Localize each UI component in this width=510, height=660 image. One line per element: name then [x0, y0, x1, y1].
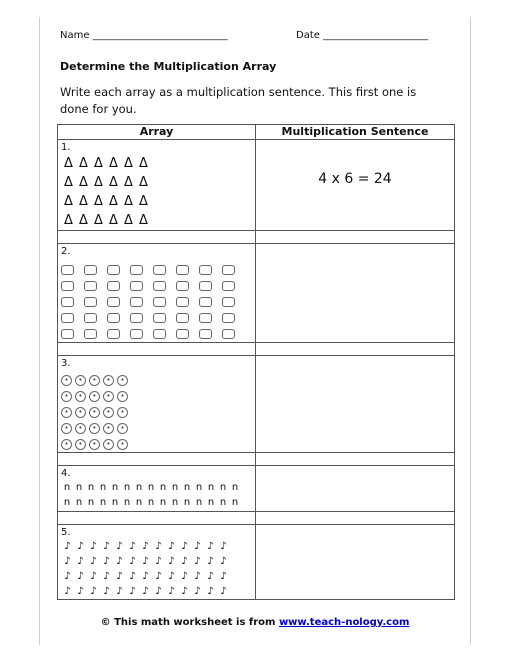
music-note-icon: ♪: [155, 585, 162, 597]
circle-icon: •: [117, 423, 128, 434]
problem-number: 3.: [61, 358, 71, 369]
rounded-box-icon: [84, 281, 97, 291]
circle-icon: •: [89, 375, 100, 386]
sentence-cell-1[interactable]: [256, 140, 455, 231]
music-note-icon: ♪: [142, 555, 149, 567]
rounded-box-icon: [84, 329, 97, 339]
spacer-cell: [256, 512, 455, 525]
rounded-box-icon: [107, 281, 120, 291]
music-note-icon: ♪: [64, 555, 71, 567]
sentence-cell-3[interactable]: [256, 356, 455, 453]
spacer-cell: [58, 343, 256, 356]
problem-number: 4.: [61, 468, 71, 479]
circle-icon: •: [75, 407, 86, 418]
n-shape-icon: n: [111, 481, 119, 493]
triangle-icon: Δ: [124, 156, 133, 171]
music-note-icon: ♪: [220, 570, 227, 582]
triangle-icon: Δ: [64, 213, 73, 228]
circle-icon: •: [117, 391, 128, 402]
array-row: [61, 554, 255, 569]
music-note-icon: ♪: [220, 540, 227, 552]
array-row: [61, 154, 255, 173]
array-row: [61, 569, 255, 584]
n-shape-icon: n: [159, 481, 167, 493]
n-shape-icon: n: [75, 496, 83, 508]
spacer-cell: [58, 512, 256, 525]
circle-icon: •: [117, 375, 128, 386]
music-note-icon: ♪: [129, 585, 136, 597]
n-shape-icon: n: [171, 481, 179, 493]
n-shape-array: [61, 480, 255, 510]
music-note-icon: ♪: [142, 570, 149, 582]
rounded-box-icon: [153, 281, 166, 291]
circle-icon: •: [103, 423, 114, 434]
music-note-icon: ♪: [142, 540, 149, 552]
circle-icon: •: [103, 407, 114, 418]
n-shape-icon: n: [147, 481, 155, 493]
worksheet-title: Determine the Multiplication Array: [60, 60, 277, 73]
n-shape-icon: n: [171, 496, 179, 508]
music-note-icon: ♪: [103, 570, 110, 582]
music-note-icon: ♪: [181, 555, 188, 567]
music-note-icon: ♪: [168, 585, 175, 597]
n-shape-icon: n: [63, 481, 71, 493]
circle-icon: •: [75, 391, 86, 402]
footer-link[interactable]: www.teach-nology.com: [278, 617, 410, 628]
spacer-cell: [256, 231, 455, 244]
rounded-box-icon: [61, 329, 74, 339]
music-note-icon: ♪: [77, 540, 84, 552]
circle-icon: •: [89, 391, 100, 402]
music-note-icon: ♪: [181, 540, 188, 552]
n-shape-icon: n: [135, 496, 143, 508]
rounded-box-icon: [153, 297, 166, 307]
music-note-icon: ♪: [116, 570, 123, 582]
box-array: [61, 262, 255, 342]
music-note-icon: ♪: [207, 585, 214, 597]
n-shape-icon: n: [87, 496, 95, 508]
music-note-icon: ♪: [155, 570, 162, 582]
array-cell-5: [58, 525, 256, 600]
triangle-icon: Δ: [124, 213, 133, 228]
music-note-icon: ♪: [155, 540, 162, 552]
spacer-cell: [58, 453, 256, 466]
rounded-box-icon: [84, 265, 97, 275]
rounded-box-icon: [199, 313, 212, 323]
answer-sentence-1: 4 x 6 = 24: [318, 171, 392, 187]
n-shape-icon: n: [99, 496, 107, 508]
rounded-box-icon: [107, 297, 120, 307]
music-note-icon: ♪: [90, 540, 97, 552]
n-shape-icon: n: [75, 481, 83, 493]
rounded-box-icon: [153, 329, 166, 339]
rounded-box-icon: [176, 313, 189, 323]
rounded-box-icon: [130, 329, 143, 339]
circle-icon: •: [61, 423, 72, 434]
rounded-box-icon: [130, 265, 143, 275]
rounded-box-icon: [176, 281, 189, 291]
array-row: [61, 326, 255, 342]
music-note-icon: ♪: [77, 585, 84, 597]
rounded-box-icon: [61, 313, 74, 323]
rounded-box-icon: [130, 297, 143, 307]
circle-icon: •: [117, 439, 128, 450]
music-note-icon: ♪: [103, 585, 110, 597]
problem-number: 2.: [61, 246, 71, 257]
music-note-icon: ♪: [116, 540, 123, 552]
music-note-icon: ♪: [220, 555, 227, 567]
n-shape-icon: n: [147, 496, 155, 508]
circle-icon: •: [75, 375, 86, 386]
rounded-box-icon: [199, 297, 212, 307]
triangle-icon: Δ: [79, 175, 88, 190]
rounded-box-icon: [84, 313, 97, 323]
circle-icon: •: [117, 407, 128, 418]
circle-icon: •: [75, 439, 86, 450]
circle-icon: •: [61, 375, 72, 386]
triangle-icon: Δ: [109, 213, 118, 228]
music-note-icon: ♪: [155, 555, 162, 567]
array-row: [61, 310, 255, 326]
n-shape-icon: n: [231, 481, 239, 493]
music-note-icon: ♪: [64, 585, 71, 597]
rounded-box-icon: [61, 297, 74, 307]
triangle-icon: Δ: [94, 156, 103, 171]
music-note-icon: ♪: [77, 570, 84, 582]
music-note-icon: ♪: [103, 555, 110, 567]
spacer-cell: [256, 453, 455, 466]
triangle-array: [61, 154, 255, 230]
music-note-icon: ♪: [129, 570, 136, 582]
problem-number: 5.: [61, 527, 71, 538]
array-row: [61, 495, 255, 510]
triangle-icon: Δ: [139, 175, 148, 190]
music-note-icon: ♪: [168, 555, 175, 567]
triangle-icon: Δ: [139, 213, 148, 228]
triangle-icon: Δ: [64, 156, 73, 171]
array-row: [61, 584, 255, 599]
n-shape-icon: n: [87, 481, 95, 493]
rounded-box-icon: [107, 265, 120, 275]
n-shape-icon: n: [159, 496, 167, 508]
sentence-column-header: Multiplication Sentence: [256, 125, 455, 140]
rounded-box-icon: [84, 297, 97, 307]
circle-icon: •: [61, 407, 72, 418]
music-note-array: [61, 539, 255, 599]
music-note-icon: ♪: [129, 555, 136, 567]
music-note-icon: ♪: [220, 585, 227, 597]
music-note-icon: ♪: [181, 570, 188, 582]
problem-number: 1.: [61, 142, 71, 153]
n-shape-icon: n: [183, 496, 191, 508]
music-note-icon: ♪: [181, 585, 188, 597]
array-row: [61, 372, 255, 388]
rounded-box-icon: [130, 281, 143, 291]
music-note-icon: ♪: [77, 555, 84, 567]
triangle-icon: Δ: [79, 156, 88, 171]
rounded-box-icon: [153, 313, 166, 323]
circle-icon: •: [61, 391, 72, 402]
circle-icon: •: [75, 423, 86, 434]
music-note-icon: ♪: [168, 570, 175, 582]
rounded-box-icon: [61, 265, 74, 275]
rounded-box-icon: [199, 265, 212, 275]
triangle-icon: Δ: [139, 156, 148, 171]
rounded-box-icon: [222, 297, 235, 307]
music-note-icon: ♪: [194, 555, 201, 567]
array-cell-4: [58, 466, 256, 512]
music-note-icon: ♪: [194, 540, 201, 552]
n-shape-icon: n: [183, 481, 191, 493]
spacer-cell: [58, 231, 256, 244]
array-row: [61, 173, 255, 192]
array-row: [61, 388, 255, 404]
music-note-icon: ♪: [90, 555, 97, 567]
n-shape-icon: n: [63, 496, 71, 508]
triangle-icon: Δ: [64, 194, 73, 209]
circle-icon: •: [103, 391, 114, 402]
n-shape-icon: n: [195, 496, 203, 508]
triangle-icon: Δ: [124, 194, 133, 209]
array-column-header: Array: [58, 125, 256, 140]
circle-icon: •: [61, 439, 72, 450]
music-note-icon: ♪: [168, 540, 175, 552]
sentence-cell-5[interactable]: [256, 525, 455, 600]
rounded-box-icon: [222, 313, 235, 323]
instructions: Write each array as a multiplication sentence. This first one is done for you.: [60, 85, 417, 116]
n-shape-icon: n: [135, 481, 143, 493]
n-shape-icon: n: [99, 481, 107, 493]
date-field-label: Date _____________________: [296, 30, 429, 41]
array-row: [61, 278, 255, 294]
array-cell-1: [58, 140, 256, 231]
rounded-box-icon: [199, 329, 212, 339]
array-row: [61, 420, 255, 436]
array-row: [61, 436, 255, 452]
rounded-box-icon: [153, 265, 166, 275]
circle-icon: •: [103, 439, 114, 450]
rounded-box-icon: [199, 281, 212, 291]
worksheet-table: [57, 124, 455, 600]
triangle-icon: Δ: [64, 175, 73, 190]
rounded-box-icon: [222, 329, 235, 339]
rounded-box-icon: [107, 329, 120, 339]
triangle-icon: Δ: [79, 213, 88, 228]
music-note-icon: ♪: [207, 540, 214, 552]
circle-icon: •: [103, 375, 114, 386]
array-row: [61, 480, 255, 495]
triangle-icon: Δ: [109, 175, 118, 190]
music-note-icon: ♪: [116, 585, 123, 597]
music-note-icon: ♪: [90, 570, 97, 582]
n-shape-icon: n: [219, 481, 227, 493]
music-note-icon: ♪: [116, 555, 123, 567]
n-shape-icon: n: [231, 496, 239, 508]
music-note-icon: ♪: [103, 540, 110, 552]
array-row: [61, 211, 255, 230]
rounded-box-icon: [130, 313, 143, 323]
sentence-cell-4[interactable]: [256, 466, 455, 512]
music-note-icon: ♪: [64, 540, 71, 552]
spacer-cell: [256, 343, 455, 356]
array-cell-3: [58, 356, 256, 453]
triangle-icon: Δ: [79, 194, 88, 209]
n-shape-icon: n: [207, 481, 215, 493]
rounded-box-icon: [107, 313, 120, 323]
triangle-icon: Δ: [94, 175, 103, 190]
sentence-cell-2[interactable]: [256, 244, 455, 343]
music-note-icon: ♪: [207, 570, 214, 582]
rounded-box-icon: [176, 265, 189, 275]
music-note-icon: ♪: [129, 540, 136, 552]
circle-icon: •: [89, 423, 100, 434]
footer-prefix: © This math worksheet is from: [100, 617, 279, 628]
music-note-icon: ♪: [194, 570, 201, 582]
array-row: [61, 539, 255, 554]
rounded-box-icon: [61, 281, 74, 291]
array-row: [61, 404, 255, 420]
array-row: [61, 262, 255, 278]
music-note-icon: ♪: [207, 555, 214, 567]
music-note-icon: ♪: [90, 585, 97, 597]
rounded-box-icon: [176, 297, 189, 307]
array-row: [61, 192, 255, 211]
rounded-box-icon: [222, 265, 235, 275]
triangle-icon: Δ: [139, 194, 148, 209]
array-cell-2: [58, 244, 256, 343]
circle-array: [61, 372, 255, 452]
rounded-box-icon: [222, 281, 235, 291]
rounded-box-icon: [176, 329, 189, 339]
music-note-icon: ♪: [142, 585, 149, 597]
n-shape-icon: n: [207, 496, 215, 508]
circle-icon: •: [89, 407, 100, 418]
triangle-icon: Δ: [109, 194, 118, 209]
music-note-icon: ♪: [64, 570, 71, 582]
n-shape-icon: n: [195, 481, 203, 493]
triangle-icon: Δ: [94, 194, 103, 209]
music-note-icon: ♪: [194, 585, 201, 597]
name-field-label: Name ___________________________: [60, 30, 228, 41]
n-shape-icon: n: [219, 496, 227, 508]
array-row: [61, 294, 255, 310]
triangle-icon: Δ: [94, 213, 103, 228]
footer: [0, 617, 510, 628]
n-shape-icon: n: [111, 496, 119, 508]
n-shape-icon: n: [123, 496, 131, 508]
triangle-icon: Δ: [109, 156, 118, 171]
triangle-icon: Δ: [124, 175, 133, 190]
n-shape-icon: n: [123, 481, 131, 493]
circle-icon: •: [89, 439, 100, 450]
